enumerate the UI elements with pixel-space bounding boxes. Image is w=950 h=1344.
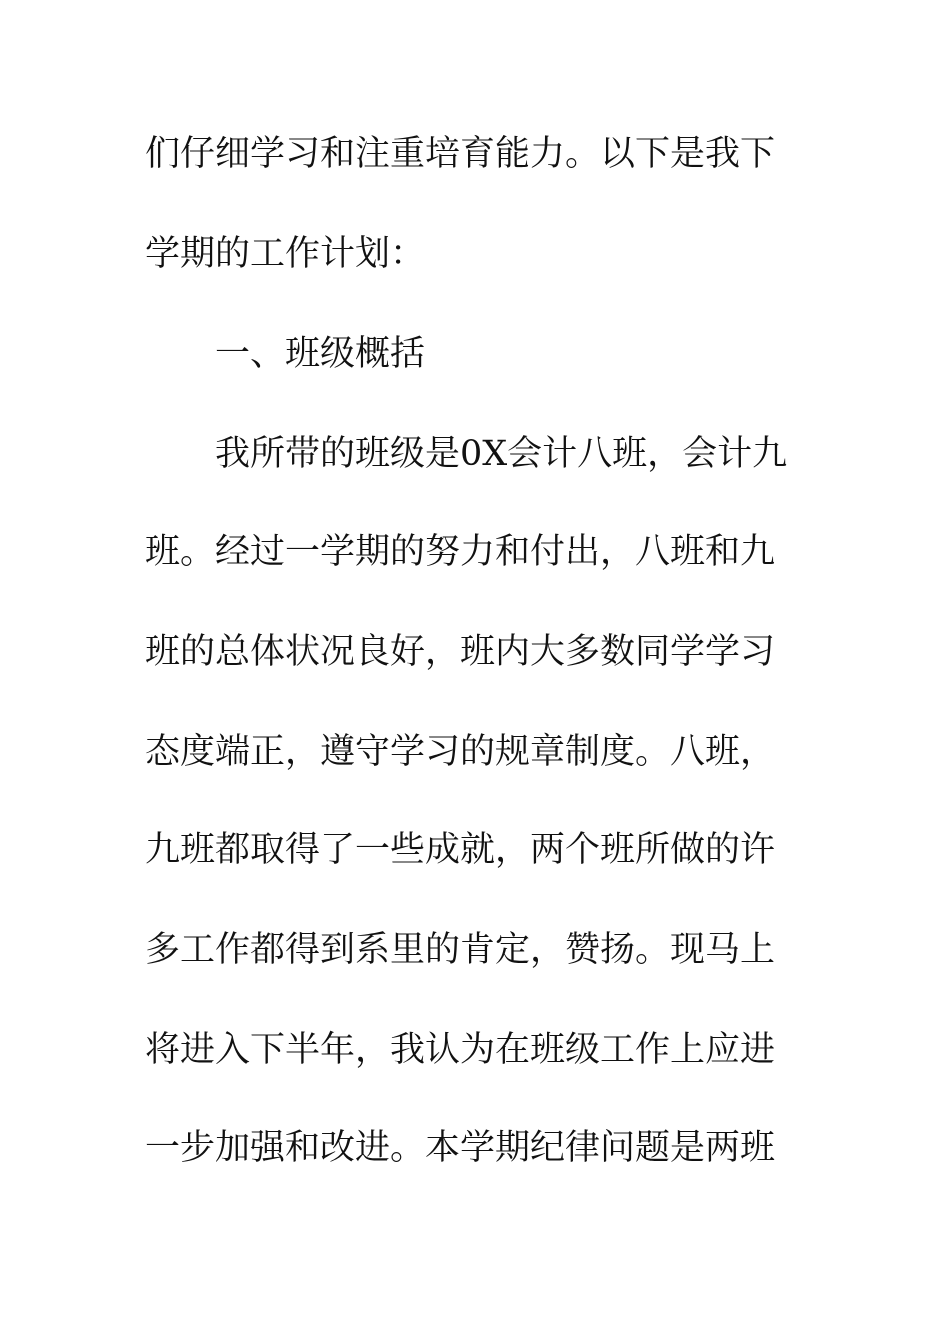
section-heading: 一、班级概括: [215, 334, 426, 374]
paragraph-line: 多工作都得到系里的肯定，赞扬。现马上: [145, 930, 776, 970]
paragraph-line: 一步加强和改进。本学期纪律问题是两班: [145, 1128, 776, 1168]
paragraph-line: 班。经过一学期的努力和付出，八班和九: [145, 532, 776, 572]
paragraph-line: 将进入下半年，我认为在班级工作上应进: [145, 1030, 776, 1070]
paragraph-line: 九班都取得了一些成就，两个班所做的许: [145, 830, 776, 870]
paragraph-line: 我所带的班级是0X会计八班，会计九: [215, 434, 788, 474]
paragraph-line: 态度端正，遵守学习的规章制度。八班，: [145, 732, 776, 772]
paragraph-line: 学期的工作计划：: [145, 234, 426, 274]
paragraph-line: 们仔细学习和注重培育能力。以下是我下: [145, 134, 776, 174]
paragraph-line: 班的总体状况良好，班内大多数同学学习: [145, 632, 776, 672]
